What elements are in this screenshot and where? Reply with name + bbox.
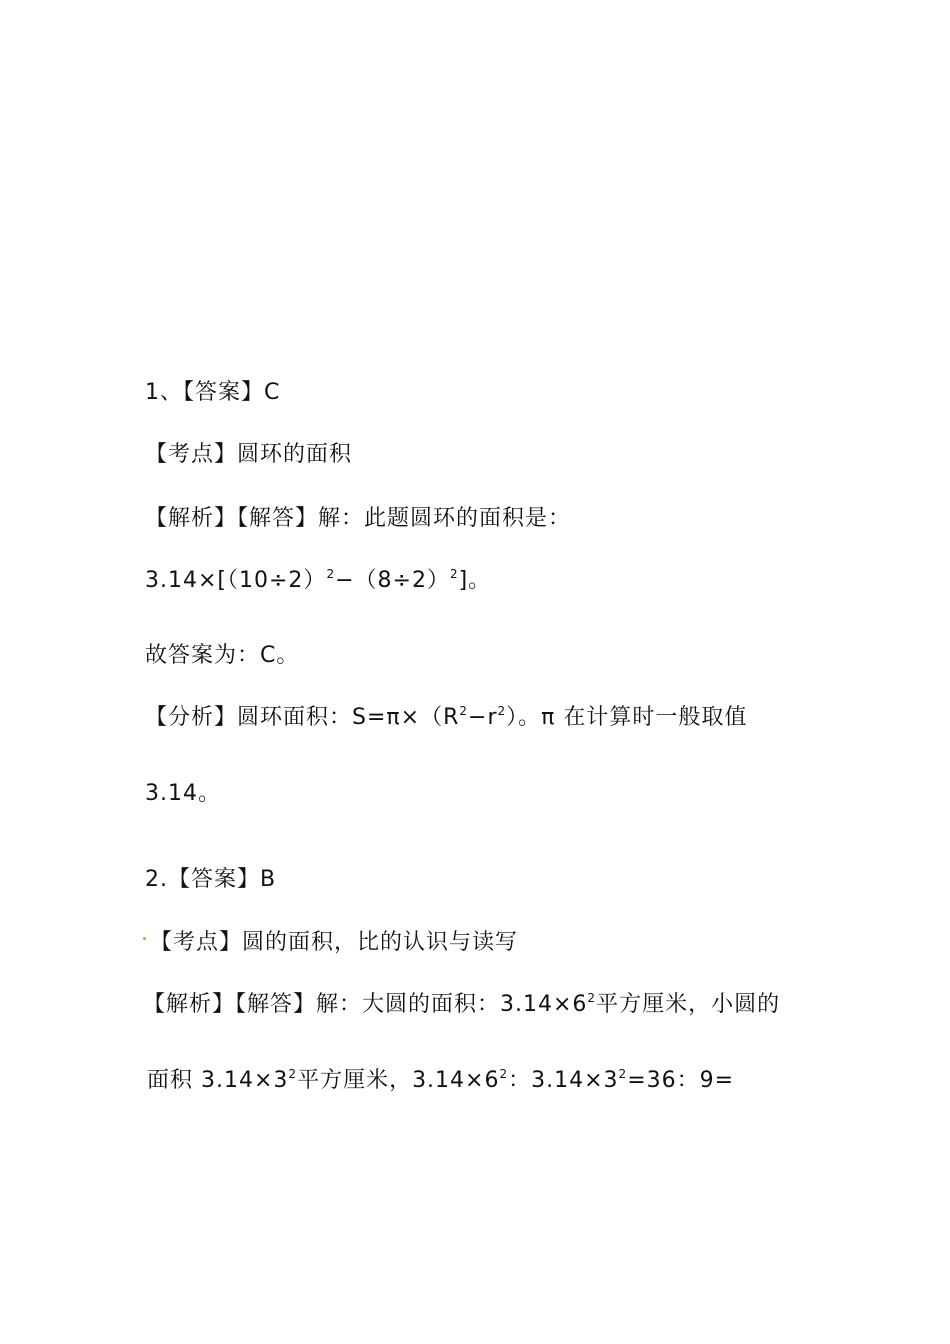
- q1-expr-part-a: 3.14×[（10÷2）: [145, 568, 327, 593]
- q1-answer: 1、【答案】C: [145, 380, 281, 405]
- q1-expression: [145, 566, 491, 596]
- q2-line2-part-c: ：3.14×3: [508, 1068, 619, 1093]
- q2-line2-part-a: 面积 3.14×3: [147, 1068, 289, 1093]
- q2-line2: [147, 1066, 734, 1096]
- q1-conclusion: 故答案为：C。: [145, 643, 300, 668]
- q1-fenxi-part-b: −r: [468, 705, 498, 730]
- q2-line2-sup-2: 2: [499, 1067, 509, 1081]
- q2-line2-sup-1: 2: [288, 1067, 298, 1081]
- q2-jiexi: [143, 990, 780, 1020]
- q1-jiexi: 【解析】【解答】解：此题圆环的面积是：: [145, 506, 572, 531]
- q1-fenxi: [145, 703, 747, 733]
- q2-jiexi-part-a: 【解析】【解答】解：大圆的面积：3.14×6: [143, 992, 588, 1017]
- q1-fenxi-sup-2: 2: [497, 704, 507, 718]
- q2-jiexi-sup-1: 2: [587, 991, 597, 1005]
- q2-answer: 2.【答案】B: [145, 867, 277, 892]
- q2-jiexi-part-b: 平方厘米，小圆的: [596, 992, 781, 1017]
- q1-fenxi-part-a: 【分析】圆环面积：S=π×（R: [145, 705, 460, 730]
- q1-fenxi-part-c: ）。π 在计算时一般取值: [506, 705, 748, 730]
- q1-fenxi-sup-1: 2: [459, 704, 469, 718]
- q1-expr-sup-1: 2: [326, 567, 336, 581]
- q1-expr-part-c: ]。: [458, 568, 492, 593]
- q2-line2-sup-3: 2: [618, 1067, 628, 1081]
- q2-kaodian: 【考点】圆的面积，比的认识与读写: [150, 930, 519, 955]
- stray-dot-1: [143, 937, 146, 940]
- q1-value: 3.14。: [145, 781, 221, 806]
- q2-line2-part-d: =36：9=: [627, 1068, 735, 1093]
- q2-line2-part-b: 平方厘米，3.14×6: [297, 1068, 500, 1093]
- q1-expr-part-b: −（8÷2）: [335, 568, 450, 593]
- q1-kaodian: 【考点】圆环的面积: [145, 442, 353, 467]
- q1-expr-sup-2: 2: [449, 567, 459, 581]
